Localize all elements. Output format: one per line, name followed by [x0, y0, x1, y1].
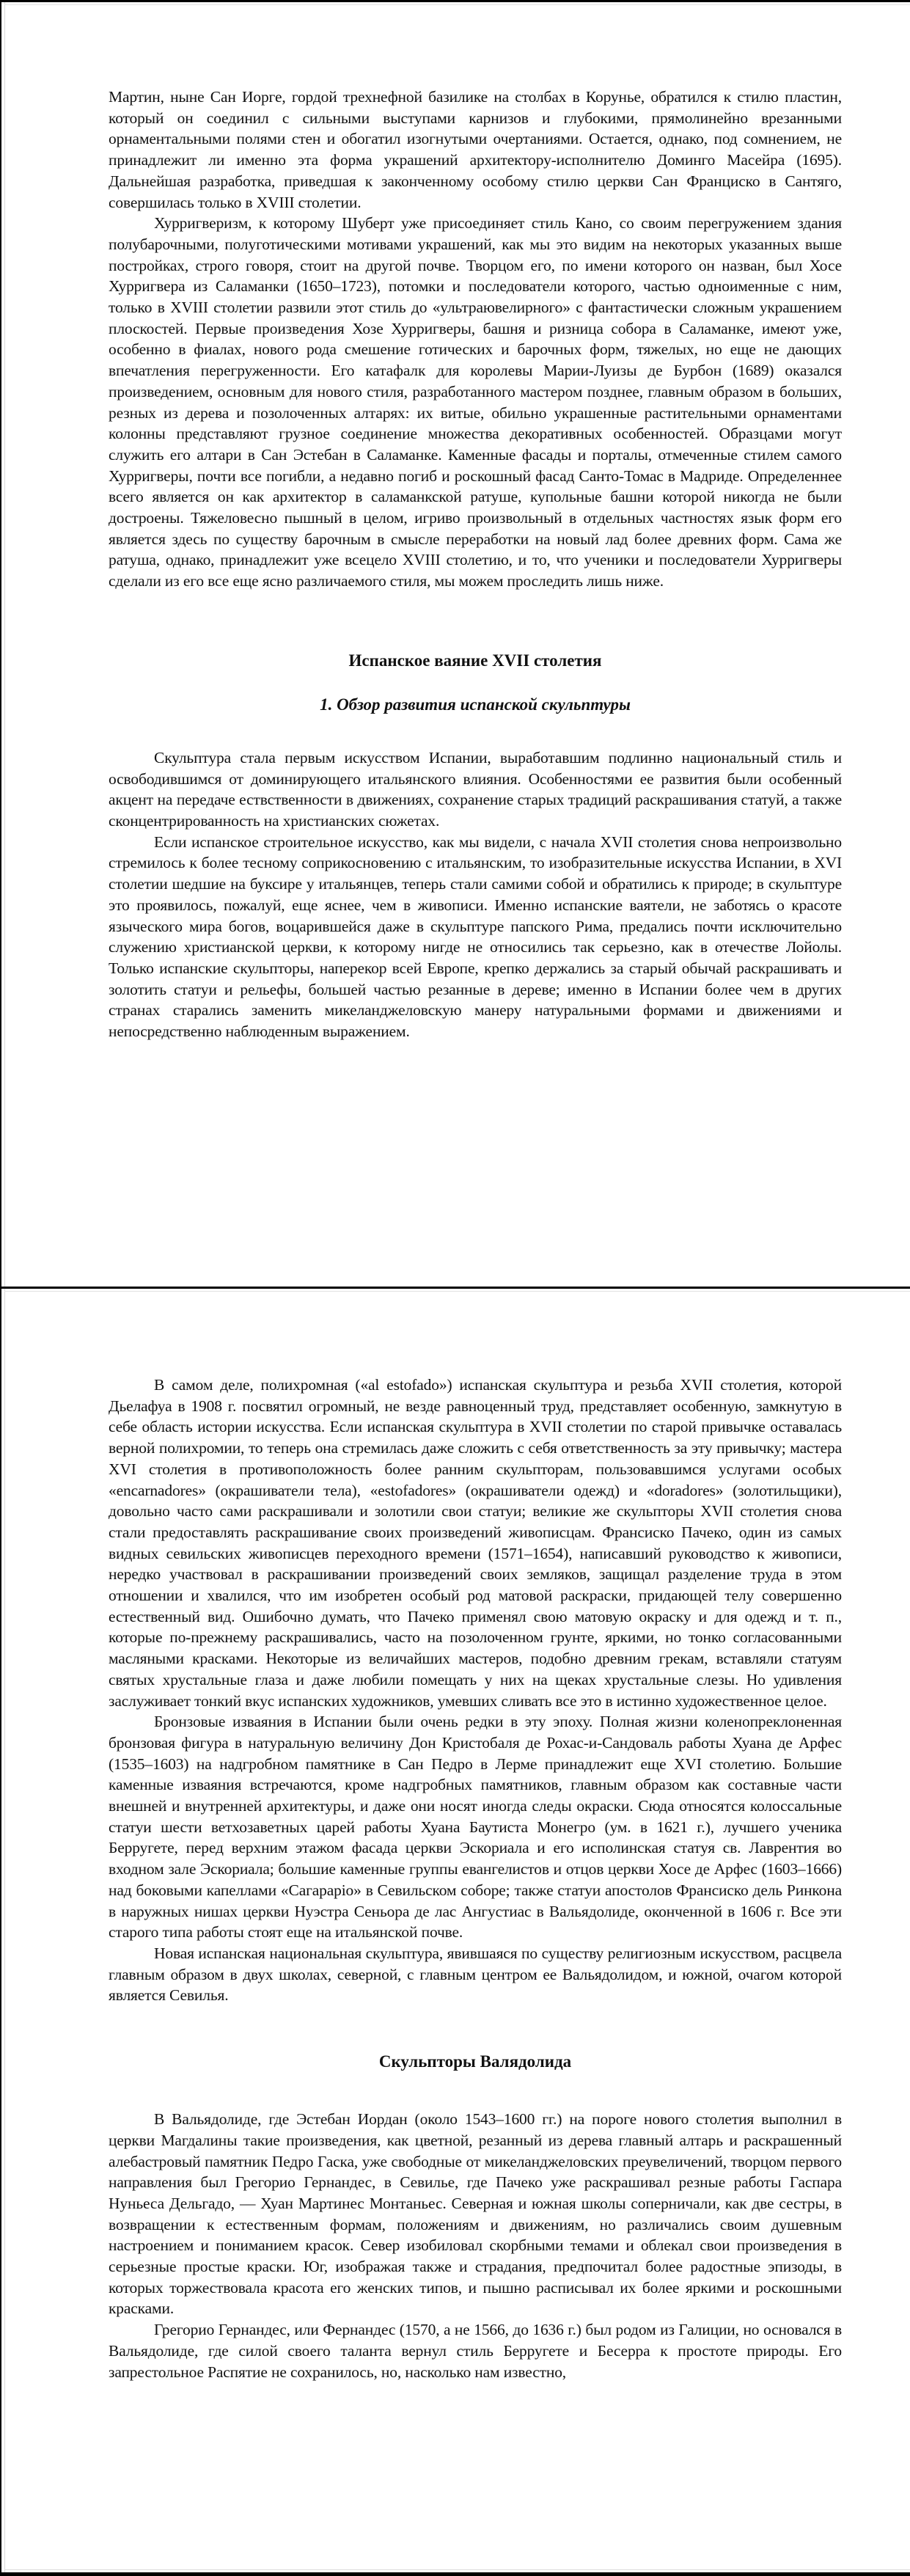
- document-page-1: [109, 87, 842, 1042]
- page-inner-top-rule: [4, 4, 910, 5]
- paragraph-new-national-sculpture: Новая испанская национальная скульптура, явившаяся по существу религиозным искусством, расцвела главным образом в двух школах, северной, с главным центром ее Вальядолидом, и южной, очагом которой является Севилья.: [109, 1944, 842, 2005]
- paragraph-sculpture-nature: Если испанское строительное искусство, как мы видели, с начала XVII столетия снова непроизвольно стремилось к более тесному соприкосновению с итальянским, то изобразительные искусства Испании, в XVI столетии шедшие на буксире у итальянцев, теперь стали самими собой и обратились к природе; в скульптуре это проявилось, пожалуй, еще яснее, чем в живописи. Именно испанские ваятели, не заботясь о красоте языческого мира богов, воцарившейся даже в скульптуре папского Рима, предались почти исключительно служению христианской церкви, к которому нигде не относились так серьезно, как в отечестве Лойолы. Только испанские скульпторы, наперекор всей Европе, крепко держались за старый обычай раскрашивать и золотить статуи и рельефы, большей частью резанные в дереве; именно в Испании более чем в других странах старались заменить микеланджеловскую манеру натуральными формами и движениями и непосредственно наблюденным выражением.: [109, 833, 842, 1041]
- section-heading: Испанское ваяние XVII столетия: [348, 651, 602, 670]
- paragraph-bronze: Бронзовые изваяния в Испании были очень редки в эту эпоху. Полная жизни коленопреклоненная бронзовая фигура в натуральную величину Дон Кристобаля де Рохас-и-Сандоваль работы Хуана де Арфес (1535–1603) на надгробном памятнике в Сан Педро в Лерме принадлежит еще XVI столетию. Большие каменные изваяния встречаются, кроме надгробных памятников, главным образом как составные части внешней и внутренней архитектуры, и даже они носят иногда следы окраски. Сюда относятся колоссальные статуи шести ветхозаветных царей работы Хуана Баутиста Монегро (ум. в 1621 г.), лучшего ученика Берругете, перед верхним этажом фасада церкви Эскориала и его исполинская статуя св. Лаврентия во входном зале Эскориала; большие каменные группы евангелистов и отцов церкви Хосе де Арфес (1603–1666) над боковыми капеллами «Сагарарio» в Севильском соборе; также статуи апостолов Франсиско дель Ринкона в наружных нишах церкви Нуэстра Сеньора де лас Ангустиас в Вальядолиде, оконченной в 1606 г. Все эти старого типа работы стоят еще на итальянской почве.: [109, 1713, 842, 1942]
- paragraph-hernandez: Грегорио Гернандес, или Фернандес (1570, а не 1566, до 1636 г.) был родом из Галиции, но основался в Вальядолиде, где силой своего таланта вернул стиль Берругете и Бесерра к простоте природы. Его запрестольное Распятие не сохранилось, но, насколько нам известно,: [109, 2321, 842, 2381]
- paragraph-churrigueresque: Хурригверизм, к которому Шуберт уже присоединяет стиль Кано, со своим перегружением здания полубарочными, полуготическими мотивами украшений, как мы это видим на некоторых указанных выше постройках, строго говоря, стоит на другой почве. Творцом его, по имени которого он назван, был Хосе Хурригвера из Саламанки (1650–1723), потомки и последователи которого, частью одноименные с ним, только в XVIII столетии развили этот стиль до «ультраювелирного» с фантастически сложным украшением плоскостей. Первые произведения Хозе Хурригверы, башня и ризница собора в Саламанке, имеют уже, особенно в фиалах, нового рода смешение готических и барочных форм, тяжелых, но еще не дающих впечатления перегруженности. Его катафалк для королевы Марии-Луизы де Бурбон (1689) оказался произведением, основным для нового стиля, разработанного мастером позднее, главным образом в больших, резных из дерева и позолоченных алтарях: их витые, обильно украшенные растительными орнаментами колонны представляют грузное соединение множества декоративных особенностей. Образцами могут служить его алтари в Сан Эстебан в Саламанке. Каменные фасады и порталы, отмеченные стилем самого Хурригверы, почти все погибли, а недавно погиб и роскошный фасад Санто-Томас в Мадриде. Определеннее всего является он как архитектор в саламанкской ратуше, купольные башни которой никогда не были достроены. Тяжеловесно пышный в целом, игриво произвольный в отдельных частностях язык форм его является здесь по существу барочным в смысле переработки на новый лад более древних форм. Сама же ратуша, однако, принадлежит уже всецело XVIII столетию, и то, что ученики и последователи Хурригверы сделали из его все еще ясно различаемого стиля, мы можем проследить лишь ниже.: [109, 214, 842, 590]
- paragraph-continuation: Мартин, ныне Сан Иорге, гордой трехнефной базилике на столбах в Корунье, обратился к стилю пластин, который он соединил с сильными выступами карнизов и глубокими, прямолинейно врезанными орнаментальными полями стен и обогатил изогнутыми очертаниями. Остается, однако, под сомнением, не принадлежит ли именно эта форма украшений архитектору-исполнителю Доминго Масейра (1695). Дальнейшая разработка, приведшая к законченному особому стилю церкви Сан Франциско в Сантяго, совершилась только в XVIII столетии.: [109, 88, 842, 211]
- page-inner-bottom-rule: [4, 2569, 910, 2570]
- page-break-inner-rule: [4, 1291, 910, 1292]
- subsection-heading: 1. Обзор развития испанской скульптуры: [320, 695, 631, 714]
- paragraph-polychrome: В самом деле, полихромная («al estofado») испанская скульптура и резьба XVII столетия, которой Дьелафуа в 1908 г. посвятил огромный, не везде равноценный труд, представляет особенную, замкнутую в себе область истории искусства. Если испанская скульптура в XVII столетии по старой привычке оставалась верной полихромии, то теперь она стремилась даже сложить с себя ответственность за эту привычку; мастера XVI столетия в противоположность более ранним скульпторам, пользовавшимся услугами особых «encarnadores» (окрашиватели тела), «estofadores» (окрашиватели одежд) и «doradores» (золотильщики), довольно часто сами раскрашивали и золотили свои статуи; великие же скульпторы XVII столетия снова стали предоставлять раскрашивание своих произведений живописцам. Франсиско Пачеко, один из самых видных севильских живописцев переходного времени (1571–1654), написавший руководство к живописи, нередко участвовал в раскрашивании произведений своих земляков, защищал разделение труда в этом отношении и хвалился, что им изобретен особый род матовой раскраски, придающей телу совершенно естественный вид. Ошибочно думать, что Пачеко применял свою матовую окраску и для одежд и т. п., которые по-прежнему раскрашивались, часто на позолоченном грунте, яркими, но тонко согласованными масляными красками. Некоторые из величайших мастеров, подобно древним грекам, вставляли статуям святых хрустальные глаза и даже любили помещать у них на щеках хрустальные слезы. Но удивления заслуживает тонкий вкус испанских художников, умевших сливать все это в истинно художественное целое.: [109, 1376, 842, 1710]
- page-inner-left-rule: [4, 2, 5, 2576]
- paragraph-valladolid: В Вальядолиде, где Эстебан Иордан (около 1543–1600 гг.) на пороге нового столетия выполнил в церкви Магдалины такие произведения, как цветной, резанный из дерева главный алтарь и раскрашенный алебастровый памятник Педро Гаска, уже свободные от микеланджеловских преувеличений, творцом первого направления был Грегорио Гернандес, в Севилье, где Пачеко уже раскрашивал резные работы Гаспара Нуньеса Дельгадо, — Хуан Мартинес Монтаньес. Северная и южная школы соперничали, как две сестры, в возвращении к естественным формам, положениям и движениям, но различались своим душевным настроением и пониманием красок. Север изобиловал скорбными темами и облекал свои произведения в серьезные простые краски. Юг, изображая также и страдания, предпочитал более радостные эпизоды, в которых торжествовала красота его женских типов, и пышно расписывал их более яркими и роскошными красками.: [109, 2110, 842, 2318]
- section-heading-valladolid: Скульпторы Валядолида: [378, 2052, 572, 2071]
- page-top-border: [0, 0, 910, 2]
- document-page-2: [109, 1375, 842, 2382]
- page-bottom-border: [0, 2572, 910, 2576]
- paragraph-sculpture-intro: Скульптура стала первым искусством Испании, выработавшим подлинно национальный стиль и освободившимся от доминирующего итальянского влияния. Особенностями ее развития были особенный акцент на передаче ествственности в движениях, сохранение старых традиций раскрашивания статуй, а также сконцентрированность на христианских сюжетах.: [109, 748, 842, 830]
- page-break-separator: [0, 1287, 910, 1289]
